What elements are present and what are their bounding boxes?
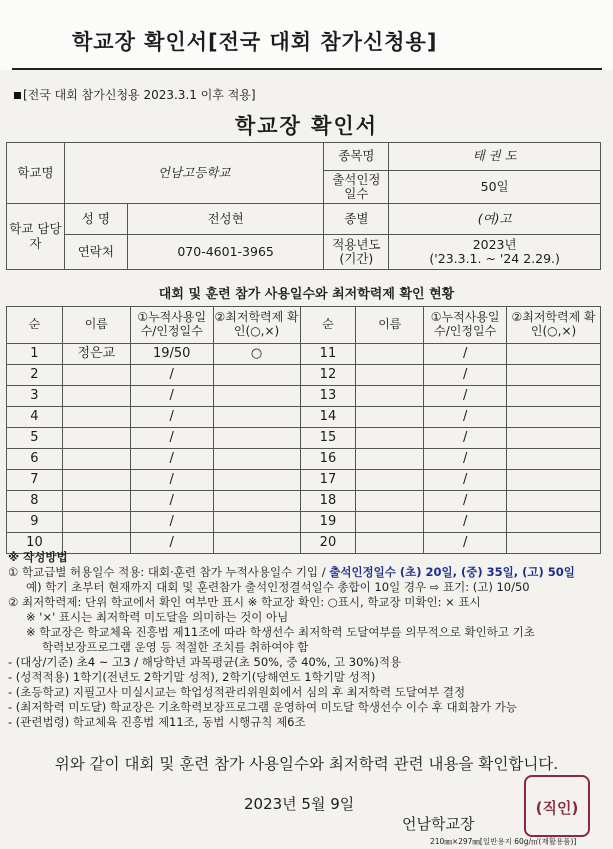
cell-no: 3 (7, 386, 63, 407)
table-row (7, 470, 601, 491)
cell-name (356, 512, 424, 533)
school-value: 언남고등학교 (64, 143, 324, 204)
note-3: ※ '×' 표시는 최저학력 미도달을 의미하는 것이 아님 (26, 610, 289, 624)
cell-check (213, 491, 300, 512)
note-1-text: ① 학교급별 허용일수 적용: 대회·훈련 참가 누적사용일수 기입 / (8, 565, 330, 579)
table-header-row (7, 307, 601, 344)
notes-heading: ※ 작성방법 (8, 550, 68, 564)
year-label: 적용년도 (기간) (324, 235, 389, 270)
col-header-days: ①누적사용일수/인정일수 (130, 307, 213, 344)
col-header-no: 순 (300, 307, 356, 344)
note-4-cont: 학력보장프로그램 운영 등 적절한 조치를 취하여야 함 (42, 640, 309, 654)
cell-name (62, 491, 130, 512)
cell-days: / (130, 428, 213, 449)
table-row (7, 386, 601, 407)
cell-no: 8 (7, 491, 63, 512)
year-value: 2023년 (472, 236, 517, 252)
note-1-example: 예) 학기 초부터 현재까지 대회 및 훈련참가 출석인정결석일수 총합이 10일 경우 ⇨ 표기: (고) 10/50 (26, 580, 530, 594)
col-header-check: ②최저학력제 확인(○,×) (213, 307, 300, 344)
note-4: ※ 학교장은 학교체육 진흥법 제11조에 따라 학생선수 최저학력 도달여부를 의무적으로 확인하고 기초 (26, 625, 535, 639)
year-cell (389, 235, 601, 270)
table-row (7, 344, 601, 365)
cell-check (507, 365, 601, 386)
header-divider (12, 68, 602, 70)
col-header-days: ①누적사용일수/인정일수 (424, 307, 507, 344)
section-title: 대회 및 훈련 참가 사용일수와 최저학력제 확인 현황 (158, 287, 455, 302)
cell-days: / (130, 470, 213, 491)
cell-name (62, 365, 130, 386)
issue-date: 2023년 5월 9일 (244, 795, 355, 813)
cell-days: / (424, 428, 507, 449)
page-header (0, 0, 613, 70)
cell-no: 18 (300, 491, 356, 512)
cell-name: 정은교 (62, 344, 130, 365)
cell-name (356, 491, 424, 512)
contact-value: 070-4601-3965 (127, 235, 324, 270)
note-2: ② 최저학력제: 단위 학교에서 확인 여부만 표시 ※ 학교장 확인: ○표시, 학교장 미확인: × 표시 (8, 595, 481, 609)
cell-name (62, 386, 130, 407)
col-header-no: 순 (7, 307, 63, 344)
cell-no: 10 (7, 533, 63, 554)
cell-name (62, 470, 130, 491)
name-label: 성 명 (64, 204, 127, 235)
cell-name (62, 407, 130, 428)
cell-no: 4 (7, 407, 63, 428)
note-5: - (대상/기준) 초4 ~ 고3 / 해당학년 과목평균(초 50%, 중 40%, 고 30%)적용 (8, 655, 402, 669)
participation-table (6, 306, 601, 554)
cell-no: 7 (7, 470, 63, 491)
document-title: 학교장 확인서 (234, 114, 379, 138)
cell-days: / (130, 512, 213, 533)
cell-days: 19/50 (130, 344, 213, 365)
official-seal (524, 775, 590, 837)
col-header-name: 이름 (356, 307, 424, 344)
cell-no: 1 (7, 344, 63, 365)
cell-no: 14 (300, 407, 356, 428)
cell-check (507, 344, 601, 365)
note-8: - (최저학력 미도달) 학교장은 기초학력보장프로그램 운영하여 미도달 학생선수 이수 후 대회참가 가능 (8, 700, 517, 714)
info-table (6, 142, 601, 270)
cell-check (507, 449, 601, 470)
cell-days: / (130, 365, 213, 386)
cell-days: / (424, 365, 507, 386)
writing-instructions (8, 550, 608, 730)
table-row (7, 365, 601, 386)
cell-no: 5 (7, 428, 63, 449)
cell-no: 6 (7, 449, 63, 470)
cell-no: 13 (300, 386, 356, 407)
applicability-note-text: [전국 대회 참가신청용 2023.3.1 이후 적용] (23, 88, 256, 102)
cell-days: / (424, 470, 507, 491)
cell-days: / (424, 386, 507, 407)
cell-days: / (130, 533, 213, 554)
cell-no: 15 (300, 428, 356, 449)
cell-no: 19 (300, 512, 356, 533)
school-label: 학교명 (7, 143, 65, 204)
gender-value: (여)고 (389, 204, 601, 235)
square-bullet-icon (14, 92, 21, 99)
cell-check (213, 470, 300, 491)
note-1 (8, 565, 608, 580)
cell-days: / (130, 386, 213, 407)
table-row (7, 407, 601, 428)
cell-no: 9 (7, 512, 63, 533)
name-value: 전성현 (127, 204, 324, 235)
paper-spec: 210㎜×297㎜[일반용지 60g/㎡(재활용품)] (430, 837, 577, 846)
sport-label: 종목명 (324, 143, 389, 171)
cell-check (213, 449, 300, 470)
cell-days: / (424, 491, 507, 512)
cell-no: 16 (300, 449, 356, 470)
cell-name (356, 344, 424, 365)
cell-name (62, 512, 130, 533)
cell-no: 11 (300, 344, 356, 365)
cell-name (62, 428, 130, 449)
cell-check: ○ (213, 344, 300, 365)
cell-no: 12 (300, 365, 356, 386)
principal-signature: 언남학교장 (402, 815, 475, 833)
col-header-check: ②최저학력제 확인(○,×) (507, 307, 601, 344)
cell-days: / (424, 533, 507, 554)
seal-text: (직인) (535, 799, 579, 817)
cell-name (356, 428, 424, 449)
period-value: ('23.3.1. ~ '24 2.29.) (429, 251, 560, 266)
cell-days: / (424, 512, 507, 533)
days-value: 50일 (389, 171, 601, 204)
cell-check (213, 365, 300, 386)
note-6: - (성적적용) 1학기(전년도 2학기말 성적), 2학기(당해연도 1학기말 성적) (8, 670, 376, 684)
note-9: - (관련법령) 학교체육 진흥법 제11조, 동법 시행규칙 제6조 (8, 715, 306, 729)
confirmation-statement: 위와 같이 대회 및 훈련 참가 사용일수와 최저학력 관련 내용을 확인합니다. (54, 755, 559, 773)
cell-check (507, 386, 601, 407)
contact-label: 연락처 (64, 235, 127, 270)
cell-days: / (424, 449, 507, 470)
cell-no: 20 (300, 533, 356, 554)
cell-check (507, 470, 601, 491)
cell-days: / (130, 449, 213, 470)
cell-check (213, 407, 300, 428)
sport-value: 태 권 도 (389, 143, 601, 171)
cell-no: 17 (300, 470, 356, 491)
gender-label: 종별 (324, 204, 389, 235)
col-header-name: 이름 (62, 307, 130, 344)
table-row (7, 491, 601, 512)
cell-no: 2 (7, 365, 63, 386)
cell-check (213, 512, 300, 533)
cell-check (507, 491, 601, 512)
cell-name (356, 407, 424, 428)
table-row (7, 449, 601, 470)
cell-days: / (130, 491, 213, 512)
note-7: - (초등학교) 지필고사 미실시교는 학업성적관리위원회에서 심의 후 최저학력 도달여부 결정 (8, 685, 466, 699)
cell-name (356, 365, 424, 386)
cell-name (62, 449, 130, 470)
cell-days: / (424, 344, 507, 365)
table-row (7, 428, 601, 449)
cell-check (507, 512, 601, 533)
cell-days: / (424, 407, 507, 428)
applicability-note (14, 86, 256, 103)
cell-days: / (130, 407, 213, 428)
cell-check (507, 428, 601, 449)
note-1-emphasis: 출석인정일수 (초) 20일, (중) 35일, (고) 50일 (329, 565, 575, 579)
officer-label: 학교 담당자 (7, 204, 65, 270)
cell-check (213, 386, 300, 407)
header-title: 학교장 확인서[전국 대회 참가신청용] (72, 30, 438, 54)
cell-name (356, 470, 424, 491)
cell-check (507, 407, 601, 428)
table-row (7, 512, 601, 533)
days-label: 출석인정 일수 (324, 171, 389, 204)
cell-name (356, 449, 424, 470)
cell-name (356, 386, 424, 407)
cell-check (213, 428, 300, 449)
